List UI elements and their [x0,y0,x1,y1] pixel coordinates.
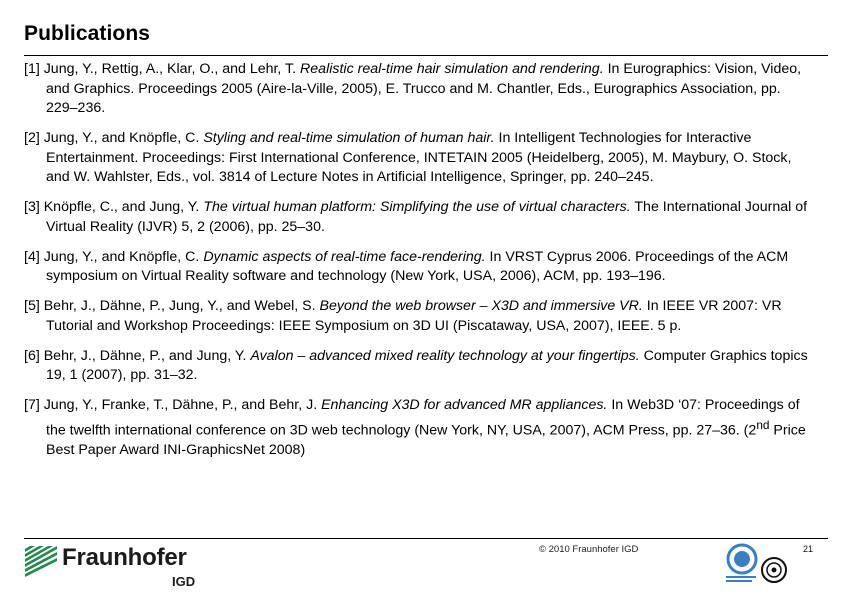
reference-item [24,60,814,119]
reference-item [24,198,814,237]
reference-authors: [7] Jung, Y., Franke, T., Dähne, P., and Behr, J. [24,397,322,414]
reference-authors: [6] Behr, J., Dähne, P., and Jung, Y. [24,347,251,364]
reference-details: In Intelligent Technologies for Interactive Entertainment. Proceedings: First International Conference, INTETAIN 2005 (Heidelberg, 2005), M. Maybury, O. Stock, and W. Wahlster, Eds., vol. 3814 of Lecture Notes in Artificial Intelligence, Springer, pp. 240–245. [46,130,792,186]
reference-title: Realistic real-time hair simulation and rendering. [300,61,604,77]
reference-details: The International Journal of Virtual Reality (IJVR) 5, 2 (2006), pp. 25–30. [46,199,808,235]
reference-item [24,129,814,188]
reference-superscript: nd [756,417,770,432]
certification-logos [724,543,788,585]
reference-list [24,60,814,471]
fraunhofer-mark-icon [24,544,58,578]
reference-item [24,297,814,336]
reference-details: In VRST Cyprus 2006. Proceedings of the ACM symposium on Virtual Reality software and technology (New York, USA, 2006), ACM, pp. 193–196. [46,248,789,285]
copyright-notice: © 2010 Fraunhofer IGD [539,544,639,555]
reference-award: Price Best Paper Award INI-GraphicsNet 2008) [46,422,806,459]
reference-title: Enhancing X3D for advanced MR appliances. [321,397,608,414]
reference-item [24,248,814,287]
logo-wordmark: Fraunhofer [62,544,187,571]
reference-title: Styling and real-time simulation of human hair. [203,130,495,147]
page-number: 21 [803,544,814,554]
reference-details: In Eurographics: Vision, Video, and Graphics. Proceedings 2005 (Aire-la-Ville, 2005), E. Trucco and M. Chantler, Eds., Eurographics Association, pp. 229–236. [46,61,802,117]
reference-details: Computer Graphics topics 19, 1 (2007), pp. 31–32. [46,347,808,384]
reference-title: The virtual human platform: Simplifying the use of virtual characters. [203,199,631,216]
reference-item [24,396,814,461]
reference-authors: [1] Jung, Y., Rettig, A., Klar, O., and Lehr, T. [24,61,301,77]
reference-authors: [2] Jung, Y., and Knöpfle, C. [24,130,204,147]
title-divider [24,55,828,56]
reference-item [24,347,814,386]
footer-divider [24,538,828,539]
reference-authors: [5] Behr, J., Dähne, P., Jung, Y., and Webel, S. [24,298,320,315]
reference-title: Beyond the web browser – X3D and immersive VR. [319,298,643,315]
logo-institute: IGD [172,574,196,589]
reference-title: Avalon – advanced mixed reality technology at your fingertips. [250,347,640,364]
certification-seal-icon [724,543,788,585]
reference-details: In Web3D ‘07: Proceedings of the twelfth international conference on 3D web technology (New York, NY, USA, 2007), ACM Press, pp. 27–36. (2 [46,397,800,439]
page-title: Publications [24,22,151,45]
fraunhofer-logo [24,544,196,589]
reference-title: Dynamic aspects of real-time face-rendering. [203,248,486,265]
reference-details: In IEEE VR 2007: VR Tutorial and Workshop Proceedings: IEEE Symposium on 3D UI (Piscataway, USA, 2007), IEEE. 5 p. [46,298,782,334]
reference-authors: [3] Knöpfle, C., and Jung, Y. [24,199,204,216]
reference-authors: [4] Jung, Y., and Knöpfle, C. [24,248,204,265]
